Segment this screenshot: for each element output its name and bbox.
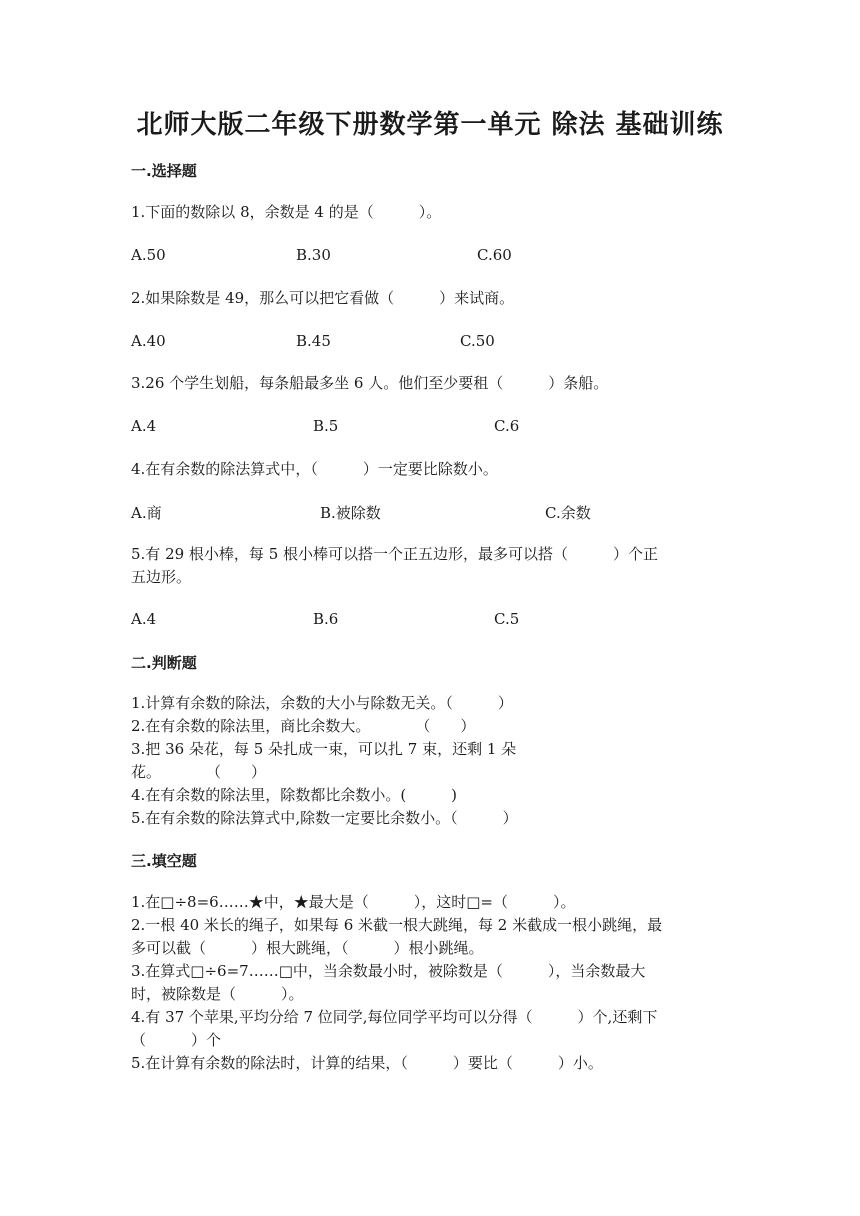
question-2: 2.如果除数是 49，那么可以把它看做（ ）来试商。 (131, 289, 515, 307)
q2-option-b: B.45 (296, 332, 331, 350)
fill-line-1: 1.在□÷8=6……★中，★最大是（ ），这时□=（ ）。 (131, 893, 576, 911)
section-heading-fill: 三.填空题 (131, 852, 197, 870)
section-heading-choice: 一.选择题 (131, 162, 197, 180)
fill-line-2: 2.一根 40 米长的绳子，如果每 6 米截一根大跳绳，每 2 米截成一根小跳绳，最 (131, 916, 663, 934)
q1-option-b: B.30 (296, 246, 331, 264)
q3-option-a: A.4 (131, 417, 157, 435)
q2-option-c: C.50 (460, 332, 495, 350)
judge-line-5: 5.在有余数的除法算式中,除数一定要比余数小。（ ） (131, 809, 518, 827)
q1-option-c: C.60 (477, 246, 512, 264)
question-3: 3.26 个学生划船，每条船最多坐 6 人。他们至少要租（ ）条船。 (131, 374, 609, 392)
q4-option-b: B.被除数 (320, 504, 381, 522)
q3-option-c: C.6 (494, 417, 520, 435)
question-1: 1.下面的数除以 8，余数是 4 的是（ ）。 (131, 203, 442, 221)
q3-option-b: B.5 (313, 417, 339, 435)
q2-option-a: A.40 (131, 332, 166, 350)
q5-option-a: A.4 (131, 610, 157, 628)
q5-option-b: B.6 (313, 610, 339, 628)
fill-line-3-cont: 时，被除数是（ ）。 (131, 985, 304, 1003)
q5-option-c: C.5 (494, 610, 520, 628)
page-title: 北师大版二年级下册数学第一单元 除法 基础训练 (136, 110, 724, 140)
judge-line-4: 4.在有余数的除法里，除数都比余数小。( ) (131, 786, 458, 804)
fill-line-5: 5.在计算有余数的除法时，计算的结果，（ ）要比（ ）小。 (131, 1054, 603, 1072)
question-5-line-2: 五边形。 (131, 568, 192, 586)
q1-option-a: A.50 (131, 246, 166, 264)
question-5-line-1: 5.有 29 根小棒，每 5 根小棒可以搭一个正五边形，最多可以搭（ ）个正 (131, 545, 659, 563)
section-heading-judge: 二.判断题 (131, 654, 197, 672)
judge-line-3: 3.把 36 朵花，每 5 朵扎成一束，可以扎 7 束，还剩 1 朵 (131, 740, 517, 758)
q4-option-a: A.商 (131, 504, 162, 522)
q4-option-c: C.余数 (545, 504, 591, 522)
judge-line-3-cont: 花。 （ ） (131, 763, 267, 781)
judge-line-1: 1.计算有余数的除法，余数的大小与除数无关。（ ） (131, 694, 513, 712)
fill-line-4: 4.有 37 个苹果,平均分给 7 位同学,每位同学平均可以分得（ ）个,还剩下 (131, 1008, 658, 1026)
fill-line-4-cont: （ ）个 (131, 1031, 222, 1049)
judge-line-2: 2.在有余数的除法里，商比余数大。 （ ） (131, 717, 476, 735)
fill-line-3: 3.在算式□÷6=7……□中，当余数最小时，被除数是（ ），当余数最大 (131, 962, 646, 980)
question-4: 4.在有余数的除法算式中，（ ）一定要比除数小。 (131, 460, 498, 478)
fill-line-2-cont: 多可以截（ ）根大跳绳，（ ）根小跳绳。 (131, 939, 484, 957)
